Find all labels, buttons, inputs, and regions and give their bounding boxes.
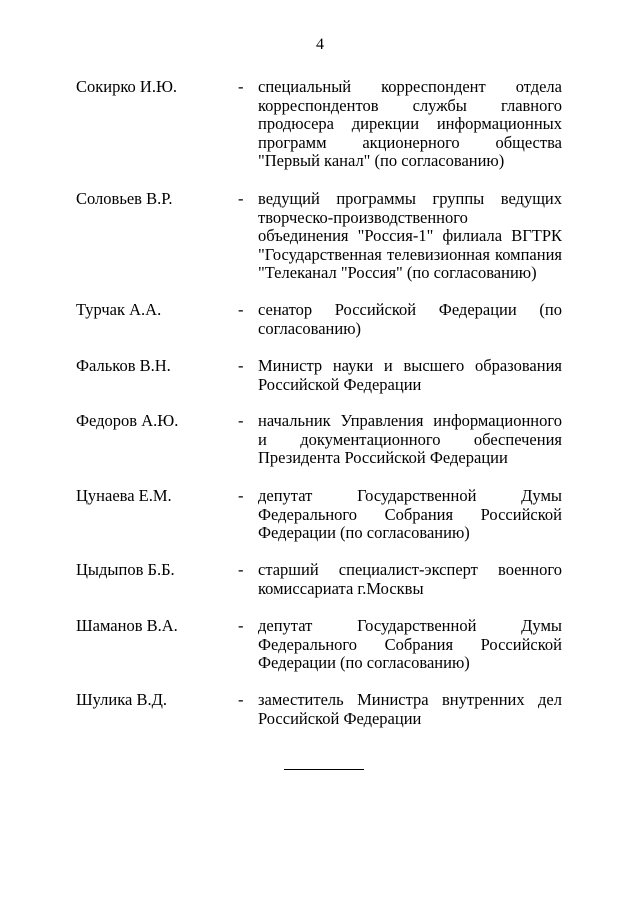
person-name: Фальков В.Н. bbox=[76, 356, 171, 375]
person-name: Федоров А.Ю. bbox=[76, 411, 179, 430]
dash-separator: - bbox=[238, 356, 244, 375]
person-position: начальник Управления информационного и документационного обеспечения Президента Российской Федерации bbox=[258, 411, 562, 468]
person-position: сенатор Российской Федерации (по согласованию) bbox=[258, 300, 562, 338]
person-name: Цыдыпов Б.Б. bbox=[76, 560, 175, 579]
person-name: Цунаева Е.М. bbox=[76, 486, 172, 505]
dash-separator: - bbox=[238, 560, 244, 579]
person-position: депутат Государственной Думы Федерального Собрания Российской Федерации (по согласованию) bbox=[258, 616, 562, 673]
person-position: старший специалист-эксперт военного комиссариата г.Москвы bbox=[258, 560, 562, 598]
person-position: депутат Государственной Думы Федерального Собрания Российской Федерации (по согласованию) bbox=[258, 486, 562, 543]
person-name: Шаманов В.А. bbox=[76, 616, 178, 635]
page-number: 4 bbox=[316, 36, 324, 53]
dash-separator: - bbox=[238, 486, 244, 505]
dash-separator: - bbox=[238, 616, 244, 635]
dash-separator: - bbox=[238, 300, 244, 319]
person-name: Сокирко И.Ю. bbox=[76, 77, 178, 96]
person-name: Турчак А.А. bbox=[76, 300, 162, 319]
person-position: ведущий программы группы ведущих творческо-производственного объединения "Россия-1" филиала ВГТРК "Государственная телевизионная компания "Телеканал "Россия" (по согласованию) bbox=[258, 189, 562, 283]
person-position: Министр науки и высшего образования Российской Федерации bbox=[258, 356, 562, 394]
dash-separator: - bbox=[238, 411, 244, 430]
dash-separator: - bbox=[238, 690, 244, 709]
dash-separator: - bbox=[238, 189, 244, 208]
end-of-list-rule bbox=[284, 769, 364, 770]
dash-separator: - bbox=[238, 77, 244, 96]
person-position: заместитель Министра внутренних дел Российской Федерации bbox=[258, 690, 562, 728]
person-position: специальный корреспондент отдела корреспондентов службы главного продюсера дирекции информационных программ акционерного общества "Первый канал" (по согласованию) bbox=[258, 77, 562, 171]
person-name: Соловьев В.Р. bbox=[76, 189, 173, 208]
person-name: Шулика В.Д. bbox=[76, 690, 167, 709]
